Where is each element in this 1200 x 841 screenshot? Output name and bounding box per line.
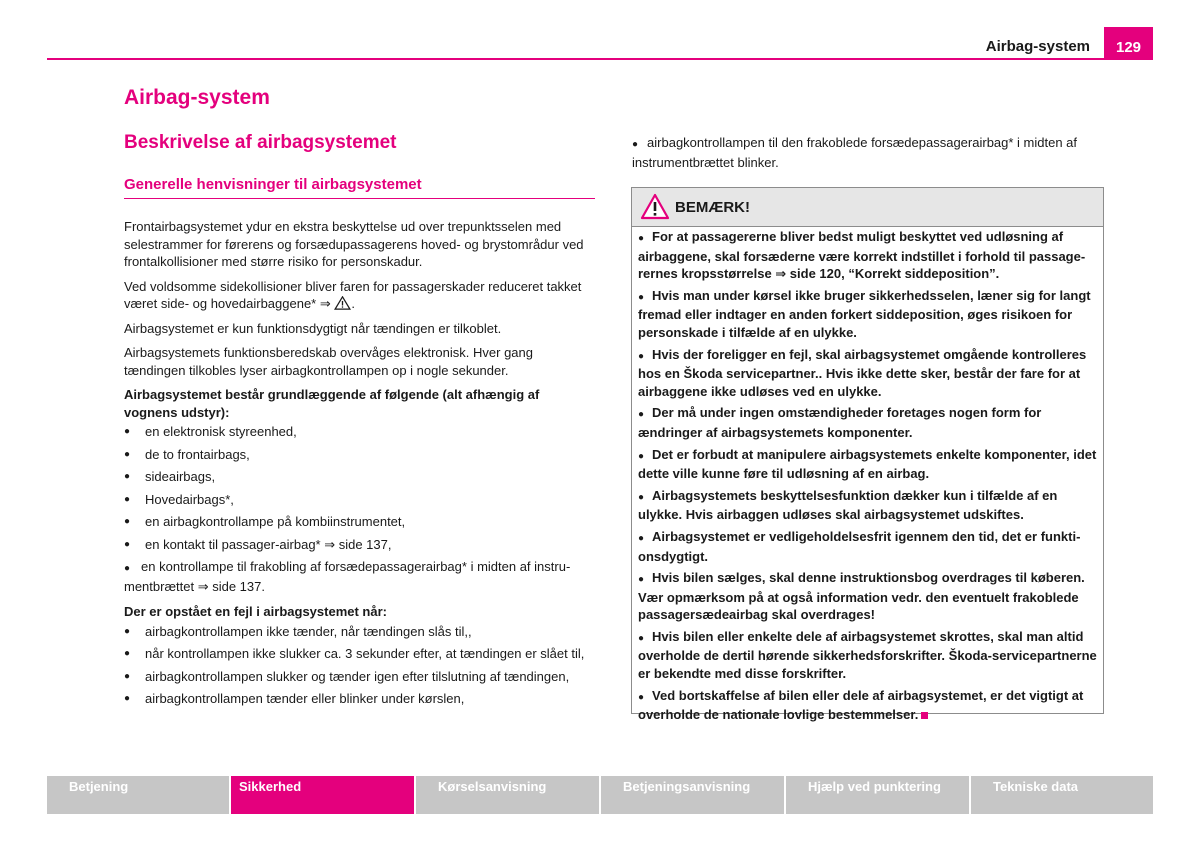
list-item: ● airbagkontrollampen tænder eller blinker under kørslen, <box>124 690 596 708</box>
running-header-title: Airbag-system <box>985 38 1090 55</box>
fault-list <box>124 623 596 708</box>
right-column-item: ● airbagkontrollampen til den frakoblede forsædepassagerairbag* i midten af instrumentbrættet blinker. <box>632 135 1078 170</box>
nav-tab-tekniske-data[interactable]: Tekniske data <box>971 776 1153 814</box>
bullet-icon: ● <box>638 491 645 503</box>
list-item: ● airbagkontrollampen ikke tænder, når tændingen slås til,, <box>124 623 596 641</box>
bullet-icon: ● <box>638 532 645 544</box>
note-item: ● Ved bortskaffelse af bilen eller dele af airbagsystemet, er det vigtigt at overholde de nationale lovlige bestemmelser. <box>638 687 1084 723</box>
list-item: ● en airbagkontrollampe på kombiinstrumentet, <box>124 513 596 531</box>
list-item: ● de to frontairbags, <box>124 446 596 464</box>
note-body <box>632 227 1103 724</box>
list-item: ● Hovedairbags*, <box>124 491 596 509</box>
nav-tab-sikkerhed[interactable]: Sikkerhed <box>231 776 414 814</box>
section-title: Beskrivelse af airbagsystemet <box>124 132 397 153</box>
left-column <box>124 218 596 716</box>
components-list <box>124 423 596 595</box>
subsection-rule <box>124 198 595 199</box>
chapter-title: Airbag-system <box>124 86 270 109</box>
note-item: ● Der må under ingen omstændigheder foretages nogen form for ændringer af airbagsystemets komponenter. <box>638 405 1042 440</box>
bullet-icon: ● <box>638 233 645 244</box>
note-item: ● Hvis der foreligger en fejl, skal airbagsystemet omgående kontrolleres hos en Škoda servicepartner.. Hvis ikke dette sker, består der fare for at airbaggene ikke udløses ved en ulykke. <box>638 346 1087 399</box>
bullet-icon: ● <box>638 632 645 644</box>
header-rule <box>47 58 1153 60</box>
list-item: ● når kontrollampen ikke slukker ca. 3 sekunder efter, at tændingen er slået til, <box>124 645 596 663</box>
fault-heading: Der er opstået en fejl i airbagsystemet når: <box>124 604 387 619</box>
list-item: ● sideairbags, <box>124 468 596 486</box>
components-heading: Airbagsystemet består grundlæggende af følgende (alt afhængig af vognens udstyr): <box>124 387 540 420</box>
list-item: ● airbagkontrollampen slukker og tænder igen efter tilslutning af tændingen, <box>124 668 596 686</box>
list-item: ● en elektronisk styreenhed, <box>124 423 596 441</box>
side-airbag-paragraph: Ved voldsomme sidekollisioner bliver faren for passagerskader reduceret takket været side- og hovedairbaggene* ⇒ . <box>124 278 582 311</box>
warning-triangle-icon <box>640 193 670 220</box>
bullet-icon: ● <box>638 291 645 303</box>
note-item: ● Det er forbudt at manipulere airbagsystemets enkelte komponenter, idet dette ville kunne føre til udløsning af en airbag. <box>638 446 1097 482</box>
monitoring-paragraph: Airbagsystemets funktionsberedskab overvåges elektronisk. Hver gang tændingen tilkobles lyser airbagkontrollampen op i nogle sekunder. <box>124 345 533 378</box>
bullet-icon: ● <box>638 409 645 421</box>
subsection-title: Generelle henvisninger til airbagsystemet <box>124 176 422 193</box>
bullet-icon: ● <box>638 350 645 362</box>
nav-tab-betjening[interactable]: Betjening <box>47 776 229 814</box>
ignition-paragraph: Airbagsystemet er kun funktionsdygtigt når tændingen er tilkoblet. <box>124 320 502 336</box>
end-square-icon <box>921 712 928 719</box>
nav-tab-betjeningsanvisning[interactable]: Betjeningsanvisning <box>601 776 784 814</box>
note-title: BEMÆRK! <box>675 199 750 216</box>
bullet-icon: ● <box>638 450 645 462</box>
nav-tab-hjaelp-ved-punktering[interactable]: Hjælp ved punktering <box>786 776 969 814</box>
note-header <box>632 188 1103 227</box>
intro-paragraph: Frontairbagsystemet ydur en ekstra beskyttelse ud over trepunktsselen med selestrammer for førerens og forsædupassagerens hoved- og brystområdur ved frontalkollisioner med større risiko for personskadur. <box>124 219 584 269</box>
bullet-icon: ● <box>638 574 645 586</box>
note-item: ● Airbagsystemets beskyttelsesfunktion dækker kun i tilfælde af en ulykke. Hvis airbaggen udløses skal airbagsystemet udskiftes. <box>638 487 1058 523</box>
list-item: ● en kontakt til passager-airbag* ⇒ side 137, <box>124 536 596 554</box>
note-item: ● Airbagsystemet er vedligeholdelsesfrit igennem den tid, det er funktionsdygtigt. <box>638 528 1081 564</box>
bullet-icon: ● <box>638 691 645 703</box>
note-item: ● For at passagererne bliver bedst muligt beskyttet ved udløsning af airbaggene, skal forsæderne være korrekt indstillet i forhold til passagerernes kropsstørrelse ⇒ side 120, “Korrekt siddeposition”. <box>638 229 1086 282</box>
note-item: ● Hvis bilen sælges, skal denne instruktionsbog overdrages til køberen. Vær opmærksom på at også information vedr. den eventuelt frakoblede passagersædeairbag skal overdrages! <box>638 570 1085 623</box>
note-item: ● Hvis bilen eller enkelte dele af airbagsystemet skrottes, skal man altid overholde de dertil hørende sikkerhedsforskrifter. Škoda-servicepartnerne er bekendte med disse forskrifter. <box>638 628 1097 682</box>
warning-note-box <box>631 187 1104 723</box>
warning-triangle-icon <box>334 296 351 310</box>
list-item: ● en kontrollampe til frakobling af forsædepassagerairbag* i midten af instrumentbrættet ⇒ side 137. <box>124 558 596 595</box>
page-number: 129 <box>1104 27 1153 60</box>
nav-tab-korselsanvisning[interactable]: Kørselsanvisning <box>416 776 599 814</box>
bullet-icon: ● <box>632 139 639 150</box>
note-item: ● Hvis man under kørsel ikke bruger sikkerhedsselen, læner sig for langt fremad eller indtager en anden forkert siddeposition, øges risikoen for personskade i tilfælde af en ulykke. <box>638 287 1091 340</box>
